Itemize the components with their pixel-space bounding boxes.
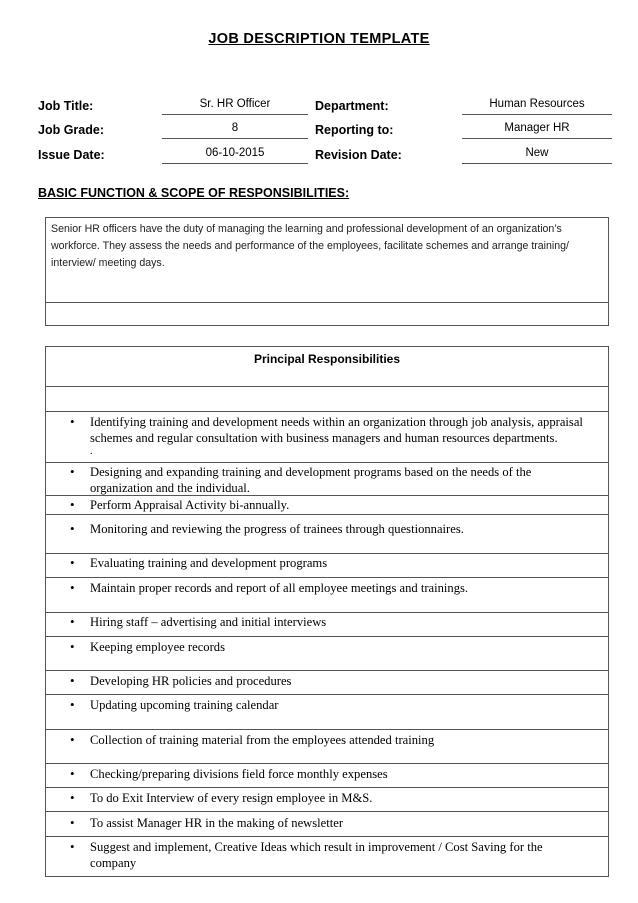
department-label: Department: (315, 99, 389, 113)
list-item: Developing HR policies and procedures (90, 674, 292, 688)
table-row-divider (46, 612, 608, 613)
summary-divider (46, 302, 608, 303)
list-item: Hiring staff – advertising and initial interviews (90, 615, 327, 629)
list-item: To do Exit Interview of every resign employee in M&S. (90, 791, 373, 805)
issue-date-value: 06-10-2015 (162, 146, 308, 164)
table-row-divider (46, 787, 608, 788)
bullet: • (70, 580, 75, 595)
item-line: Suggest and implement, Creative Ideas which result in improvement / Cost Saving for the (90, 840, 543, 854)
bullet: • (70, 464, 75, 479)
bullet: • (70, 697, 75, 712)
job-grade-label: Job Grade: (38, 123, 104, 137)
bullet: • (70, 414, 75, 429)
job-title-value: Sr. HR Officer (162, 97, 308, 115)
table-row-divider (46, 729, 608, 730)
bullet: • (70, 521, 75, 536)
list-item: Maintain proper records and report of all employee meetings and trainings. (90, 581, 469, 595)
job-title-label: Job Title: (38, 99, 94, 113)
table-row-divider (46, 514, 608, 515)
table-row-divider (46, 553, 608, 554)
department-value: Human Resources (462, 97, 612, 115)
list-item: Monitoring and reviewing the progress of trainees through questionnaires. (90, 522, 464, 536)
table-row-divider (46, 811, 608, 812)
bullet: • (70, 839, 75, 854)
list-item: Checking/preparing divisions field force monthly expenses (90, 767, 388, 781)
basic-function-text (51, 221, 601, 272)
document-title: JOB DESCRIPTION TEMPLATE (208, 31, 430, 47)
bullet: • (70, 766, 75, 781)
list-item (90, 464, 590, 496)
reporting-to-value: Manager HR (462, 121, 612, 139)
bullet: • (70, 732, 75, 747)
list-item (90, 414, 590, 446)
bullet: • (70, 790, 75, 805)
basic-function-box (45, 217, 609, 326)
list-item: Perform Appraisal Activity bi-annually. (90, 498, 290, 512)
table-row-divider (46, 636, 608, 637)
bullet: • (70, 555, 75, 570)
table-row-divider (46, 462, 608, 463)
stray-dot: . (90, 446, 93, 457)
bullet: • (70, 497, 75, 512)
table-row-divider (46, 670, 608, 671)
list-item: Collection of training material from the employees attended training (90, 733, 435, 747)
responsibilities-heading: Principal Responsibilities (253, 352, 401, 366)
responsibilities-table (45, 346, 609, 877)
summary-line: interview/ meeting days. (51, 257, 165, 269)
reporting-to-label: Reporting to: (315, 123, 394, 137)
item-line: organization and the individual. (90, 481, 250, 495)
table-row-divider (46, 694, 608, 695)
revision-date-label: Revision Date: (315, 148, 402, 162)
table-row-divider (46, 836, 608, 837)
table-row-divider (46, 386, 608, 387)
item-line: schemes and regular consultation with business managers and human resources departments. (90, 431, 558, 445)
job-grade-value: 8 (162, 121, 308, 139)
list-item: To assist Manager HR in the making of newsletter (90, 816, 344, 830)
bullet: • (70, 614, 75, 629)
bullet: • (70, 815, 75, 830)
bullet: • (70, 639, 75, 654)
table-row-divider (46, 577, 608, 578)
basic-function-heading: BASIC FUNCTION & SCOPE OF RESPONSIBILITIES: (38, 186, 350, 200)
list-item: Keeping employee records (90, 640, 225, 654)
table-row-divider (46, 763, 608, 764)
revision-date-value: New (462, 146, 612, 164)
list-item: Updating upcoming training calendar (90, 698, 279, 712)
summary-line: workforce. They assess the needs and performance of the employees, facilitate schemes and arrange training/ (51, 240, 570, 252)
item-line: Identifying training and development needs within an organization through job analysis, appraisal (90, 415, 583, 429)
list-item: Evaluating training and development programs (90, 556, 328, 570)
bullet: • (70, 673, 75, 688)
table-row-divider (46, 411, 608, 412)
item-line: company (90, 856, 137, 870)
item-line: Designing and expanding training and development programs based on the needs of the (90, 465, 532, 479)
list-item (90, 839, 590, 871)
summary-line: Senior HR officers have the duty of managing the learning and professional development of an organization’s (51, 223, 562, 235)
issue-date-label: Issue Date: (38, 148, 105, 162)
